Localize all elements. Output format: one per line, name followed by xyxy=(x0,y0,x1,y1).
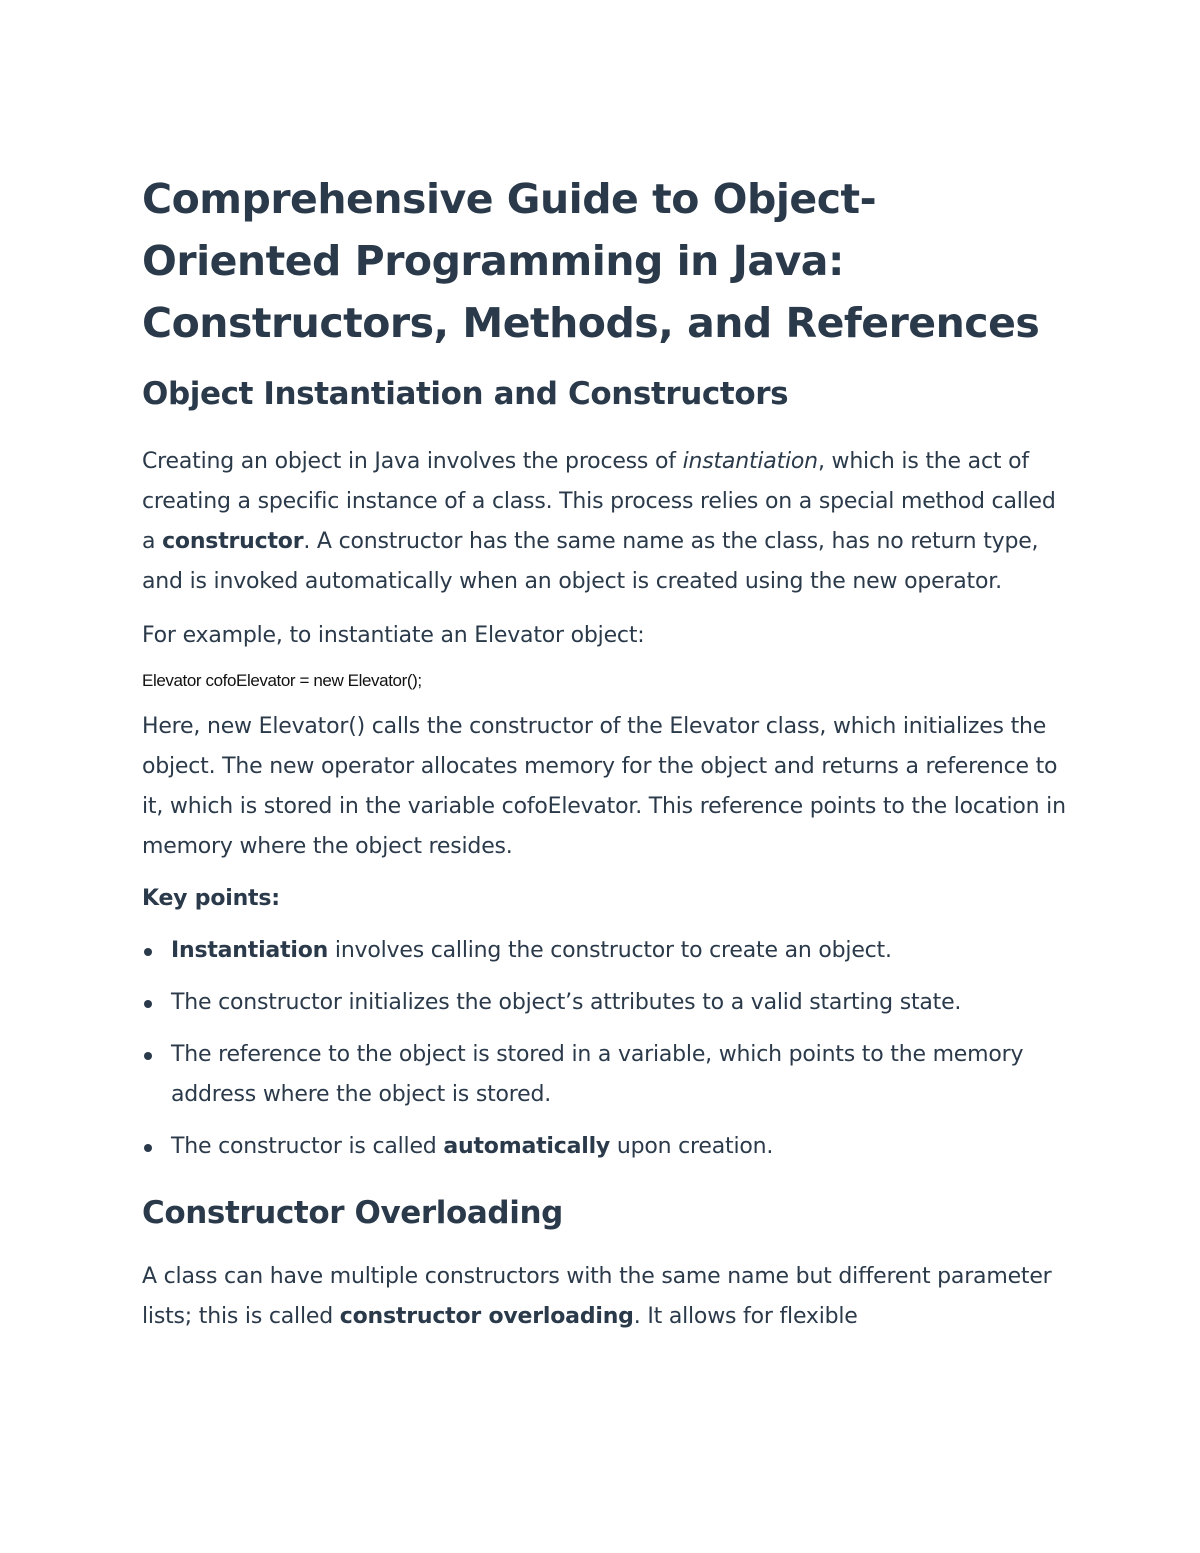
paragraph-text: A class can have multiple constructors with the same name but different parameter lists; this is called xyxy=(142,1264,1052,1329)
list-item xyxy=(142,1035,1067,1115)
italic-term-instantiation: instantiation xyxy=(682,449,818,474)
paragraph-example-intro: For example, to instantiate an Elevator object: xyxy=(142,623,645,648)
list-item-text: The constructor initializes the object’s attributes to a valid starting state. xyxy=(171,990,962,1015)
bold-term-constructor-overloading: constructor overloading xyxy=(339,1304,634,1329)
paragraph-explanation: Here, new Elevator() calls the constructor of the Elevator class, which initializes the object. The new operator allocates memory for the object and returns a reference to it, which is stored in the variable cofoElevator. This reference points to the location in memory where the object resides. xyxy=(142,714,1066,859)
bold-term: automatically xyxy=(443,1134,611,1159)
document-title: Comprehensive Guide to Object-Oriented Programming in Java: Constructors, Methods, and References xyxy=(142,175,1040,347)
paragraph-text: , which is the act of creating a specific instance of a class. This process relies on a special method called a xyxy=(142,449,1056,554)
key-points-label: Key points: xyxy=(142,886,280,911)
list-item-text: The reference to the object is stored in a variable, which points to the memory address where the object is stored. xyxy=(171,1042,1024,1107)
bullet-icon xyxy=(144,948,152,956)
bullet-icon xyxy=(144,1144,152,1152)
section-heading-instantiation: Object Instantiation and Constructors xyxy=(142,376,789,412)
bullet-icon xyxy=(144,1052,152,1060)
bold-term-constructor: constructor xyxy=(162,529,304,554)
paragraph-overloading xyxy=(142,1257,1067,1337)
list-item xyxy=(142,931,1067,971)
section-heading-overloading: Constructor Overloading xyxy=(142,1195,563,1231)
list-item-text: upon creation. xyxy=(610,1134,774,1159)
list-item xyxy=(142,1127,1067,1167)
bold-term: Instantiation xyxy=(171,938,329,963)
code-snippet: Elevator cofoElevator = new Elevator(); xyxy=(142,671,422,690)
key-points-list xyxy=(142,931,1067,1167)
list-item-text: involves calling the constructor to create an object. xyxy=(328,938,892,963)
paragraph-instantiation-intro xyxy=(142,442,1067,602)
document-page xyxy=(142,168,1067,1337)
paragraph-text: . A constructor has the same name as the class, has no return type, and is invoked automatically when an object is created using the new operator. xyxy=(142,529,1039,594)
bullet-icon xyxy=(144,1000,152,1008)
list-item-text: The constructor is called xyxy=(171,1134,444,1159)
paragraph-text: Creating an object in Java involves the process of xyxy=(142,449,683,474)
paragraph-text: . It allows for flexible xyxy=(633,1304,858,1329)
list-item xyxy=(142,983,1067,1023)
